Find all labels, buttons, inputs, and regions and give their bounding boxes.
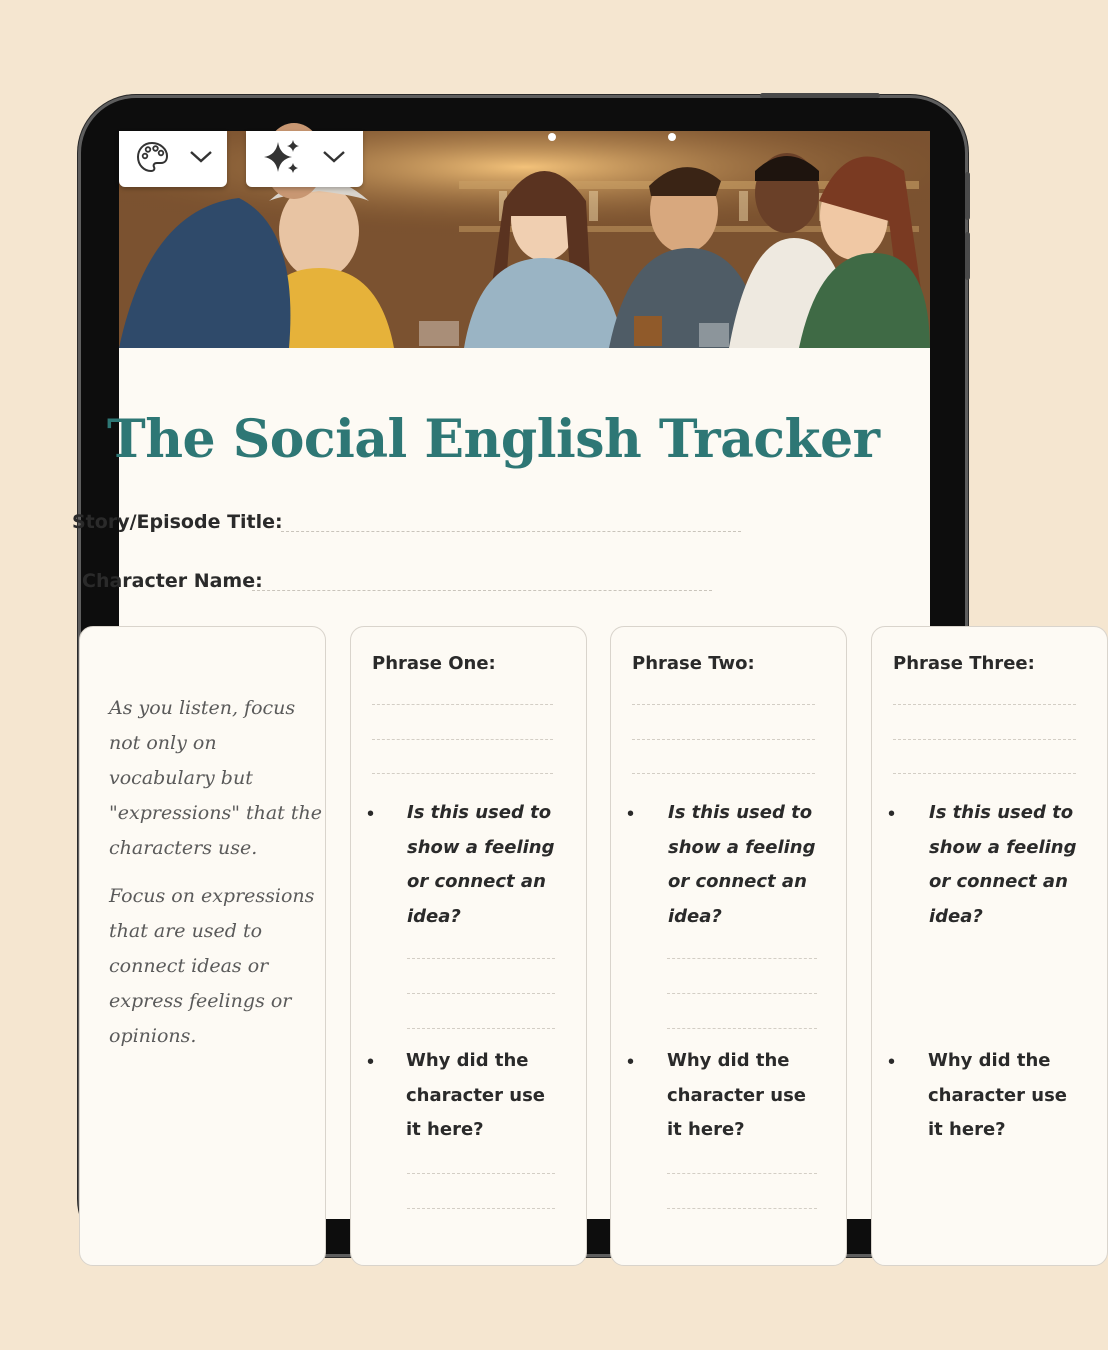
palette-icon <box>135 140 169 179</box>
answer-line[interactable] <box>893 773 1076 774</box>
bullet: • <box>888 1051 896 1073</box>
answer-line[interactable] <box>407 1173 555 1174</box>
answer-line[interactable] <box>407 1028 555 1029</box>
story-title-field[interactable] <box>281 531 741 532</box>
instructions-paragraph: Focus on expressions that are used to connect ideas or express feelings or opinions. <box>109 885 315 1047</box>
tablet-volume-down <box>965 232 970 280</box>
answer-line[interactable] <box>893 739 1076 740</box>
phrase-card <box>871 626 1108 1266</box>
ai-tools-menu-button[interactable] <box>246 131 363 187</box>
tablet-volume-up <box>965 172 970 220</box>
theme-menu-button[interactable] <box>119 131 227 187</box>
bullet: • <box>367 803 375 825</box>
tablet-screen <box>72 131 1077 1219</box>
answer-line[interactable] <box>372 739 553 740</box>
character-name-field[interactable] <box>252 590 712 591</box>
character-name-label: Character Name: <box>82 570 263 592</box>
sparkle-icon <box>262 138 302 181</box>
answer-line[interactable] <box>372 704 553 705</box>
answer-line[interactable] <box>667 1028 817 1029</box>
bullet: • <box>888 803 896 825</box>
bullet: • <box>627 1051 635 1073</box>
answer-line[interactable] <box>372 773 553 774</box>
question-feeling-or-idea: Is this used to show a feeling or connect an idea? <box>929 802 1077 927</box>
answer-line[interactable] <box>893 704 1076 705</box>
answer-line[interactable] <box>667 1208 817 1209</box>
bullet: • <box>627 803 635 825</box>
answer-line[interactable] <box>667 1173 817 1174</box>
phrase-heading: Phrase Three: <box>893 653 1035 674</box>
question-why-used: Why did the character use it here? <box>928 1050 1068 1140</box>
answer-line[interactable] <box>667 958 817 959</box>
question-feeling-or-idea: Is this used to show a feeling or connect an idea? <box>407 802 555 927</box>
bullet: • <box>367 1051 375 1073</box>
answer-line[interactable] <box>407 993 555 994</box>
answer-line[interactable] <box>632 739 815 740</box>
phrase-heading: Phrase One: <box>372 653 496 674</box>
header-illustration <box>119 131 930 348</box>
answer-line[interactable] <box>632 704 815 705</box>
answer-line[interactable] <box>632 773 815 774</box>
tablet-power-button <box>760 93 880 98</box>
chevron-down-icon <box>322 150 346 169</box>
question-why-used: Why did the character use it here? <box>406 1050 546 1140</box>
answer-line[interactable] <box>407 1208 555 1209</box>
phrase-card <box>610 626 847 1266</box>
answer-line[interactable] <box>407 958 555 959</box>
instructions-paragraph: As you listen, focus not only on vocabulary but "expressions" that the characters use. <box>109 697 322 859</box>
phrase-card <box>350 626 587 1266</box>
chevron-down-icon <box>189 150 213 169</box>
phrase-heading: Phrase Two: <box>632 653 755 674</box>
page-title: The Social English Tracker <box>107 409 880 470</box>
story-title-label: Story/Episode Title: <box>72 511 283 533</box>
question-feeling-or-idea: Is this used to show a feeling or connect an idea? <box>668 802 816 927</box>
answer-line[interactable] <box>667 993 817 994</box>
question-why-used: Why did the character use it here? <box>667 1050 807 1140</box>
